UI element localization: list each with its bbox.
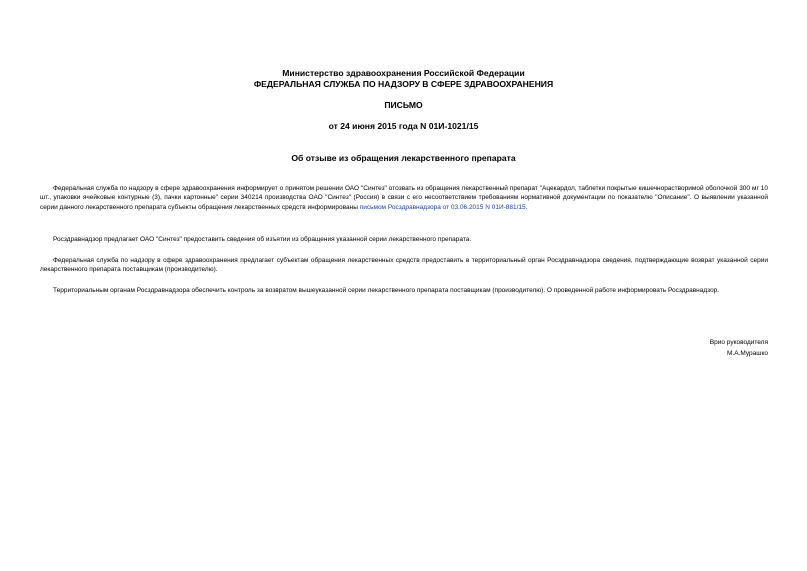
doc-type: ПИСЬМО	[384, 100, 423, 110]
ministry-name: Министерство здравоохранения Российской Федерации	[282, 68, 525, 78]
paragraph-1-end: .	[525, 203, 528, 211]
letter-header	[0, 68, 807, 90]
doc-date-number: от 24 июня 2015 года N 01И-1021/15	[328, 121, 479, 131]
paragraph-4: Территориальным органам Росздравнадзора обеспечить контроль за возвратом вышеуказанной серии лекарственного препарата поставщикам (производителю). О проведенной работе информировать Росздравнадзор.	[53, 287, 720, 294]
signature-block	[568, 337, 768, 359]
paragraph-3: Федеральная служба по надзору в сфере здравоохранения предлагает субъектам обращения лекарственных средств предоставить в территориальный орган Росздравнадзора сведения, подтверждающие возврат указанной серии лекарственного препарата поставщикам (производителю).	[40, 257, 768, 274]
paragraph-1	[40, 184, 768, 212]
paragraph-1-text: Федеральная служба по надзору в сфере здравоохранения информирует о принятом решении ОАО "Синтез" отозвать из обращения лекарственный препарат "Ацекардол, таблетки покрытые кишечнорастворимой оболочкой 300 мг 10 шт., упаковки ячейковые контурные (3), пачки картонные" серии 340214 производства ОАО "Синтез" (Россия) в связи с его несоответствием требованиям нормативной документации по показателю "Описание". О выявлении указанной серии данного лекарственного препарата субъекты обращения лекарственных средств информированы	[40, 185, 768, 211]
paragraph-2: Росздравнадзор предлагает ОАО "Синтез" предоставить сведения об изъятии из обращения указанной серии лекарственного препарата.	[53, 236, 472, 243]
signer-name: М.А.Мурашко	[726, 350, 768, 357]
service-name: ФЕДЕРАЛЬНАЯ СЛУЖБА ПО НАДЗОРУ В СФЕРЕ ЗДРАВООХРАНЕНИЯ	[253, 79, 554, 89]
reference-letter-link[interactable]: письмом Росздравнадзора от 03.06.2015 N 01И-881/15	[359, 203, 526, 211]
doc-subject: Об отзыве из обращения лекарственного препарата	[291, 153, 516, 163]
signer-position: Врио руководителя	[709, 339, 768, 346]
